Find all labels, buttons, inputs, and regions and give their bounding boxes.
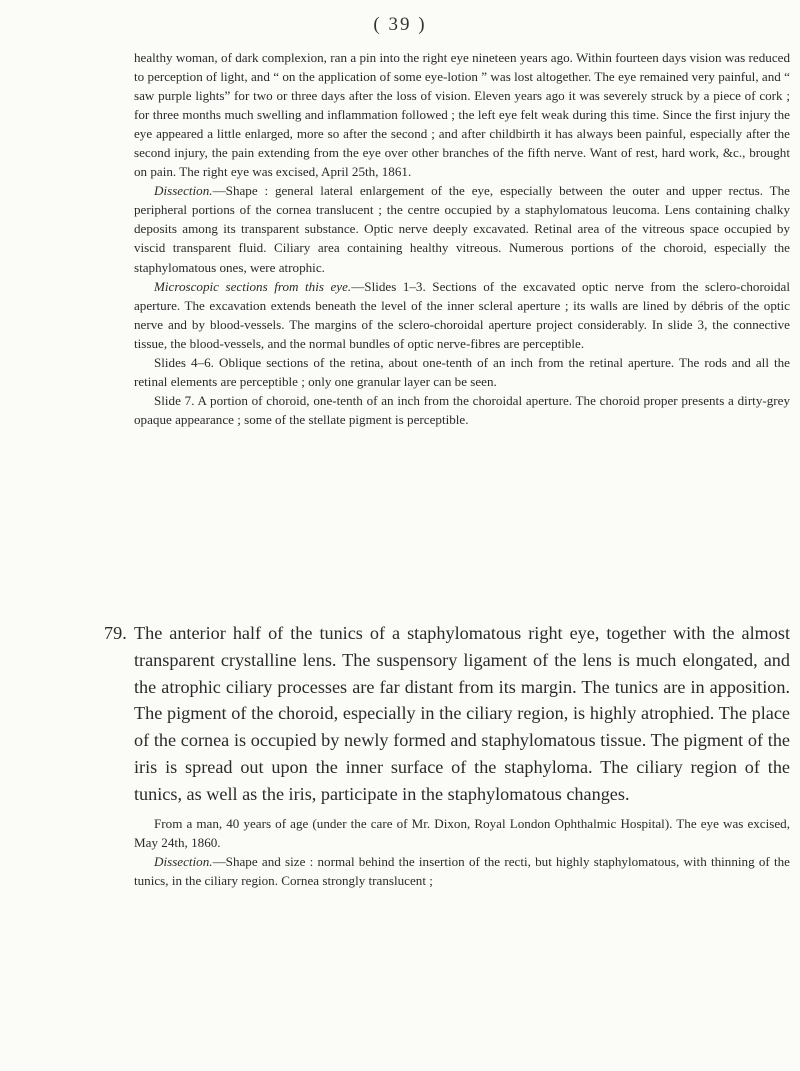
case-79-description: The anterior half of the tunics of a staphylomatous right eye, together with the almost transparent crystalline lens. The suspensory ligament of the lens is much elongated, and the atrophic ciliary processes are far distant from its margin. The tunics are in apposition. The pigment of the choroid, especially in the ciliary region, is highly atrophied. The place of the cornea is occupied by newly formed and staphylomatous tissue. The pigment of the iris is spread out upon the inner surface of the staphyloma. The ciliary region of the tunics, as well as the iris, participate in the staphylomatous changes.	[134, 623, 790, 804]
slide-7-paragraph: Slide 7. A portion of choroid, one-tenth of an inch from the choroidal aperture. The choroid proper presents a dirty-grey opaque appearance ; some of the stellate pigment is perceptible.	[134, 392, 790, 427]
history-paragraph: healthy woman, of dark complexion, ran a pin into the right eye nineteen years ago. Within fourteen days vision was reduced to perception of light, and “ on the application of some eye-lotion ” was lost altogether. The eye remained very painful, and “ saw purple lights” for two or three days after the loss of vision. Eleven years ago it was severely struck by a piece of cork ; for three months much swelling and inflammation followed ; the left eye felt weak during this time. Since the first injury the eye appeared a little enlarged, more so after the second ; and after childbirth it has always been painful, especially after the second injury, the pain extending from the eye over other branches of the fifth nerve. Want of rest, hard work, &c., brought on pain. The right eye was excised, April 25th, 1861.	[134, 50, 790, 180]
page-number: ( 39 )	[373, 14, 427, 35]
dissection-2-paragraph	[134, 852, 790, 890]
dissection-2-label: Dissection.	[154, 853, 213, 869]
microscopic-paragraph	[134, 277, 790, 353]
slides-4-6-paragraph: Slides 4–6. Oblique sections of the retina, about one-tenth of an inch from the retinal aperture. The rods and all the retinal elements are perceptible ; only one granular layer can be seen.	[134, 354, 790, 389]
microscopic-label: Microscopic sections from this eye.	[154, 278, 352, 294]
case-number: 79.	[104, 623, 127, 643]
case-history-continued	[134, 48, 790, 429]
case-79-block	[134, 620, 790, 890]
microscopic-text: —Slides 1–3. Sections of the excavated optic nerve from the sclero-choroidal aperture. The excavation extends beneath the level of the inner scleral aperture ; its walls are lined by débris of the optic nerve and by blood-vessels. The margins of the sclero-choroidal aperture project considerably. In slide 3, the connective tissue, the blood-vessels, and the normal bundles of optic nerve-fibres are perceptible.	[134, 278, 790, 351]
case-79-history: From a man, 40 years of age (under the care of Mr. Dixon, Royal London Ophthalmic Hospital). The eye was excised, May 24th, 1860.	[134, 815, 790, 850]
dissection-2-text: —Shape and size : normal behind the insertion of the recti, but highly staphylomatous, with thinning of the tunics, in the ciliary region. Cornea strongly translucent ;	[134, 853, 790, 888]
dissection-label: Dissection.	[154, 183, 213, 199]
dissection-text: —Shape : general lateral enlargement of the eye, especially between the outer and upper rectus. The peripheral portions of the cornea translucent ; the centre occupied by a staphylomatous leucoma. Lens containing chalky deposits among its transparent substance. Optic nerve deeply excavated. Retinal area of the vitreous space occupied by viscid transparent fluid. Ciliary area containing healthy vitreous. Numerous portions of the choroid, especially the staphylomatous ones, were atrophic.	[134, 183, 790, 275]
dissection-paragraph	[134, 181, 790, 276]
